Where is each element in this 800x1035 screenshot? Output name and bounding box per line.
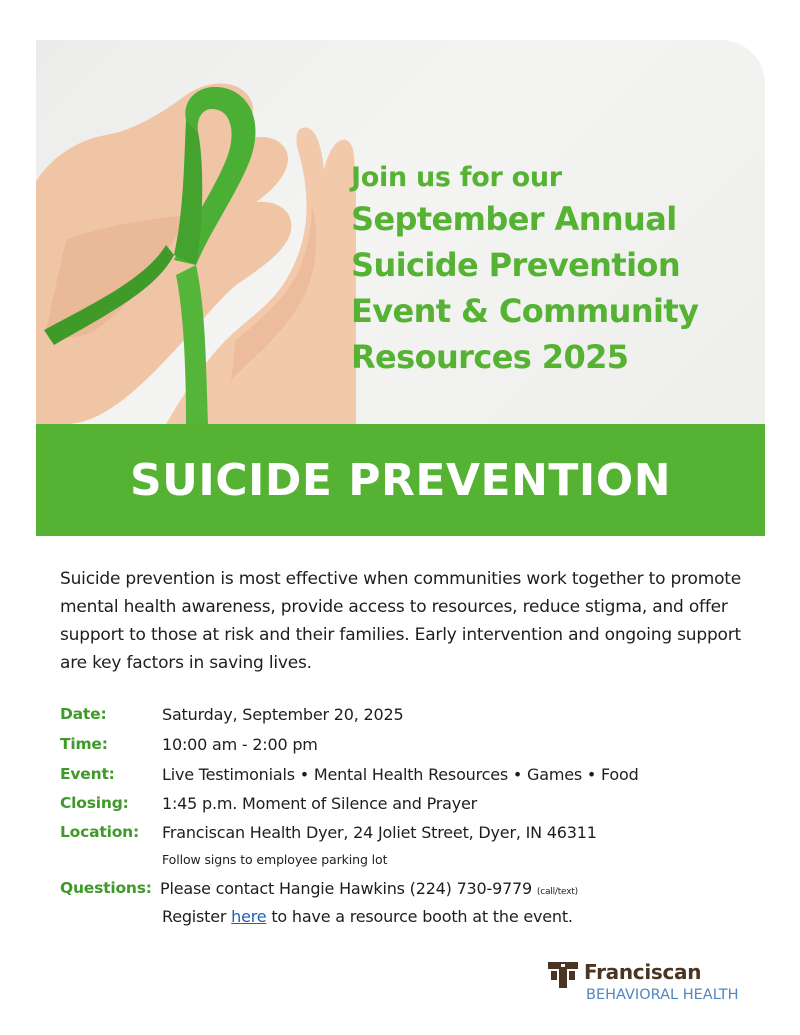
logo-subtitle: BEHAVIORAL HEALTH: [586, 987, 739, 1003]
hero-image-panel: [36, 40, 765, 424]
register-link[interactable]: here: [231, 907, 267, 926]
closing-value: 1:45 p.m. Moment of Silence and Prayer: [162, 794, 478, 813]
register-prefix: Register: [162, 907, 227, 926]
location-value: Franciscan Health Dyer, 24 Joliet Street, Dyer, IN 46311: [162, 823, 597, 842]
register-sentence: [162, 907, 573, 926]
heading-line-year: Resources 2025: [351, 338, 629, 376]
register-suffix: to have a resource booth at the event.: [271, 907, 573, 926]
questions-value: [160, 879, 578, 898]
questions-label: Questions:: [60, 879, 152, 897]
date-value: Saturday, September 20, 2025: [162, 705, 404, 724]
time-label: Time:: [60, 735, 108, 753]
questions-contact: Please contact Hangie Hawkins (224) 730-9779: [160, 879, 533, 898]
logo-name: Franciscan: [584, 960, 702, 984]
event-label: Event:: [60, 765, 115, 783]
banner-title: SUICIDE PREVENTION: [129, 454, 672, 506]
heading-line-event: Event & Community: [351, 292, 699, 330]
hands-with-ribbon-illustration: [36, 40, 356, 424]
franciscan-logo: [548, 960, 773, 1010]
date-label: Date:: [60, 705, 107, 723]
location-label: Location:: [60, 823, 139, 841]
heading-line-invite: Join us for our: [351, 162, 562, 193]
heading-line-month: September Annual: [351, 200, 677, 238]
questions-note: (call/text): [536, 887, 578, 897]
time-value: 10:00 am - 2:00 pm: [162, 735, 318, 754]
franciscan-tau-cross-icon: [548, 962, 578, 988]
closing-label: Closing:: [60, 794, 129, 812]
intro-paragraph: Suicide prevention is most effective when communities work together to promote mental health awareness, provide access to resources, reduce stigma, and offer support to those at risk and their families. Early intervention and ongoing support are key factors in saving lives.: [60, 569, 742, 673]
event-heading: [351, 160, 698, 380]
heading-line-topic: Suicide Prevention: [351, 246, 680, 284]
event-value: Live Testimonials • Mental Health Resources • Games • Food: [162, 765, 639, 784]
title-banner: [36, 424, 765, 536]
location-note: Follow signs to employee parking lot: [162, 852, 388, 867]
